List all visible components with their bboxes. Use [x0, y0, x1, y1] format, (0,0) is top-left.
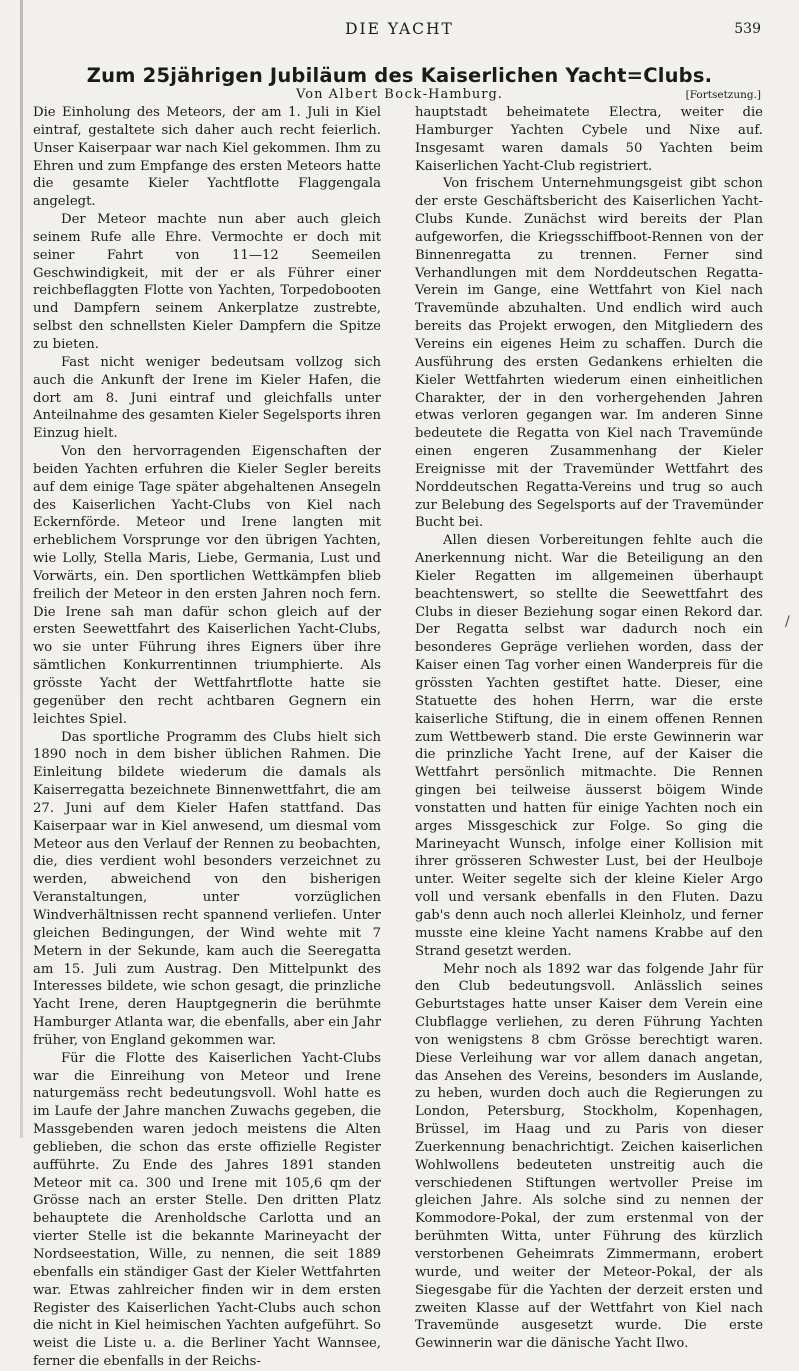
- paragraph: Von frischem Unternehmungsgeist gibt schon der erste Geschäftsbericht des Kaiserlichen Yacht-Clubs Kunde. Zunächst wird bereits der Plan aufgeworfen, die Kriegsschiffboot-Rennen von der Binnenregatta zu trennen. Ferner sind Verhandlungen mit dem Norddeutschen Regatta-Verein im Gange, eine Wettfahrt von Kiel nach Travemünde abzuhalten. Und endlich wird auch bereits das Projekt erwogen, den Mitgliedern des Vereins ein eigenes Heim zu schaffen. Durch die Ausführung des ersten Gedankens erhielten die Kieler Wettfahrten wiederum einen einheitlichen Charakter, der in den vorhergehenden Jahren etwas verloren gegangen war. Im anderen Sinne bedeutete die Regatta von Kiel nach Travemünde einen engeren Zusammenhang der Kieler Ereignisse mit der Travemünder Wettfahrt des Norddeutschen Regatta-Vereins und trug so auch zur Belebung des Segelsports auf der Travemünder Bucht bei.: [415, 176, 763, 531]
- page-number: 539: [734, 21, 761, 37]
- paragraph: Für die Flotte des Kaiserlichen Yacht-Clubs war die Einreihung von Meteor und Irene naturgemäss recht bedeutungsvoll. Wohl hatte es im Laufe der Jahre manchen Zuwachs gegeben, die Massgebenden waren jedoch meistens die Alten geblieben, die schon das erste offizielle Register aufführte. Zu Ende des Jahres 1891 standen Meteor mit ca. 300 und Irene mit 105,6 qm der Grösse nach an erster Stelle. Den dritten Platz behauptete die Arenholdsche Carlotta und an vierter Stelle ist die bekannte Marineyacht der Nordseestation, Wille, zu nennen, die seit 1889 ebenfalls ein ständiger Gast der Kieler Wettfahrten war. Etwas zahlreicher finden wir in dem ersten Register des Kaiserlichen Yacht-Clubs auch schon die nicht in Kiel heimischen Yachten aufgeführt. So weist die Liste u. a. die Berliner Yacht Wannsee, ferner die ebenfalls in der Reichs-: [33, 1050, 381, 1370]
- left-column: [33, 104, 381, 1371]
- paragraph: hauptstadt beheimatete Electra, weiter die Hamburger Yachten Cybele und Nixe auf. Insgesamt waren damals 50 Yachten beim Kaiserlichen Yacht-Club registriert.: [415, 105, 763, 174]
- paragraph: Der Meteor machte nun aber auch gleich seinem Rufe alle Ehre. Vermochte er doch mit seiner Fahrt von 11—12 Seemeilen Geschwindigkeit, mit der er als Führer einer reichbeflaggten Flotte von Yachten, Torpedobooten und Dampfern seinem Ankerplatze zustrebte, selbst den schnellsten Kieler Dampfern die Spitze zu bieten.: [33, 212, 381, 352]
- paragraph: Von den hervorragenden Eigenschaften der beiden Yachten erfuhren die Kieler Segler bereits auf dem einige Tage später abgehaltenen Ansegeln des Kaiserlichen Yacht-Clubs von Kiel nach Eckernförde. Meteor und Irene langten mit erheblichem Vorsprunge vor den übrigen Yachten, wie Lolly, Stella Maris, Liebe, Germania, Lust und Vorwärts, ein. Den sportlichen Wettkämpfen blieb freilich der Meteor in den ersten Jahren noch fern. Die Irene sah man dafür schon gleich auf der ersten Seewettfahrt des Kaiserlichen Yacht-Clubs, wo sie unter Führung ihres Eigners über ihre sämtlichen Konkurrentinnen triumphierte. Als grösste Yacht der Wettfahrtflotte hatte sie gegenüber den recht achtbaren Gegnern ein leichtes Spiel.: [33, 444, 381, 727]
- paragraph: Die Einholung des Meteors, der am 1. Juli in Kiel eintraf, gestaltete sich daher auch recht feierlich. Unser Kaiserpaar war nach Kiel gekommen. Ihm zu Ehren und zum Empfange des ersten Meteors hatte die gesamte Kieler Yachtflotte Flaggengala angelegt.: [33, 105, 381, 210]
- paragraph: Allen diesen Vorbereitungen fehlte auch die Anerkennung nicht. War die Beteiligung an den Kieler Regatten im allgemeinen überhaupt beachtenswert, so stellte die Seewettfahrt des Clubs in dieser Beziehung sogar einen Rekord dar. Der Regatta selbst war dadurch noch ein besonderes Gepräge verliehen worden, dass der Kaiser einen Tag vorher einen Wanderpreis für die grössten Yachten gestiftet hatte. Dieser, eine Statuette des hohen Herrn, war die erste kaiserliche Stiftung, die in einem offenen Rennen zum Wettbewerb stand. Die erste Gewinnerin war die prinzliche Yacht Irene, auf der Kaiser die Wettfahrt persönlich mitmachte. Die Rennen gingen bei teilweise äusserst böigem Winde vonstatten und hatten für einige Yachten noch ein arges Missgeschick zur Folge. So ging die Marineyacht Wunsch, infolge einer Kollision mit ihrer grösseren Schwester Lust, bei der Heulboje unter. Weiter segelte sich der kleine Kieler Argo voll und versank ebenfalls in den Fluten. Dazu gab's denn auch noch allerlei Kleinholz, und ferner musste eine kleine Yacht namens Krabbe auf den Strand gesetzt werden.: [415, 533, 763, 959]
- right-column: [415, 104, 763, 1353]
- byline-prefix: Von: [296, 87, 324, 102]
- byline: [0, 87, 799, 102]
- author-name: Albert Bock: [328, 87, 423, 102]
- page-binding-edge: [20, 0, 23, 1138]
- byline-suffix: -Hamburg.: [422, 87, 503, 102]
- magazine-title: DIE YACHT: [345, 20, 454, 38]
- margin-pencil-mark: /: [785, 614, 790, 630]
- paragraph: Das sportliche Programm des Clubs hielt sich 1890 noch in dem bisher üblichen Rahmen. Die Einleitung bildete wiederum die damals als Kaiserregatta bezeichnete Binnenwettfahrt, die am 27. Juni auf dem Kieler Hafen stattfand. Das Kaiserpaar war in Kiel anwesend, um diesmal vom Meteor aus den Verlauf der Rennen zu beobachten, die, dies verdient wohl besonders verzeichnet zu werden, abweichend von den bisherigen Veranstaltungen, unter vorzüglichen Windverhältnissen recht spannend verliefen. Unter gleichen Bedingungen, der Wind wehte mit 7 Metern in der Sekunde, kam auch die Seeregatta am 15. Juli zum Austrag. Den Mittelpunkt des Interesses bildete, wie schon gesagt, die prinzliche Yacht Irene, deren Hauptgegnerin die berühmte Hamburger Atlanta war, die ebenfalls, aber ein Jahr früher, von England gekommen war.: [33, 729, 381, 1048]
- paragraph: Fast nicht weniger bedeutsam vollzog sich auch die Ankunft der Irene im Kieler Hafen, die dort am 8. Juni eintraf und gleichfalls unter Anteilnahme des gesamten Kieler Segelsports ihren Einzug hielt.: [33, 354, 382, 442]
- article-title: Zum 25jährigen Jubiläum des Kaiserlichen Yacht=Clubs.: [86, 64, 713, 87]
- continuation-note: [Fortsetzung.]: [685, 89, 761, 101]
- running-head: [0, 20, 799, 40]
- paragraph: Mehr noch als 1892 war das folgende Jahr für den Club bedeutungsvoll. Anlässlich seines Geburtstages hatte unser Kaiser dem Verein eine Clubflagge verliehen, zu deren Führung Yachten von wenigstens 8 cbm Grösse berechtigt waren. Diese Verleihung war vor allem danach angetan, das Ansehen des Vereins, besonders im Auslande, zu heben, wurden doch auch die Regierungen zu London, Petersburg, Stockholm, Kopenhagen, Brüssel, im Haag und zu Paris von dieser Zuerkennung benachrichtigt. Zeichen kaiserlichen Wohlwollens bedeuteten unstreitig auch die verschiedenen Stiftungen wertvoller Preise im gleichen Jahre. Als solche sind zu nennen der Kommodore-Pokal, der zum erstenmal von der berühmten Witta, unter Führung des kürzlich verstorbenen Geheimrats Zimmermann, erobert wurde, und weiter der Meteor-Pokal, der als Siegesgabe für die Yachten der derzeit ersten und zweiten Klasse auf der Wettfahrt von Kiel nach Travemünde ausgesetzt wurde. Die erste Gewinnerin war die dänische Yacht Ilwo.: [415, 961, 763, 1352]
